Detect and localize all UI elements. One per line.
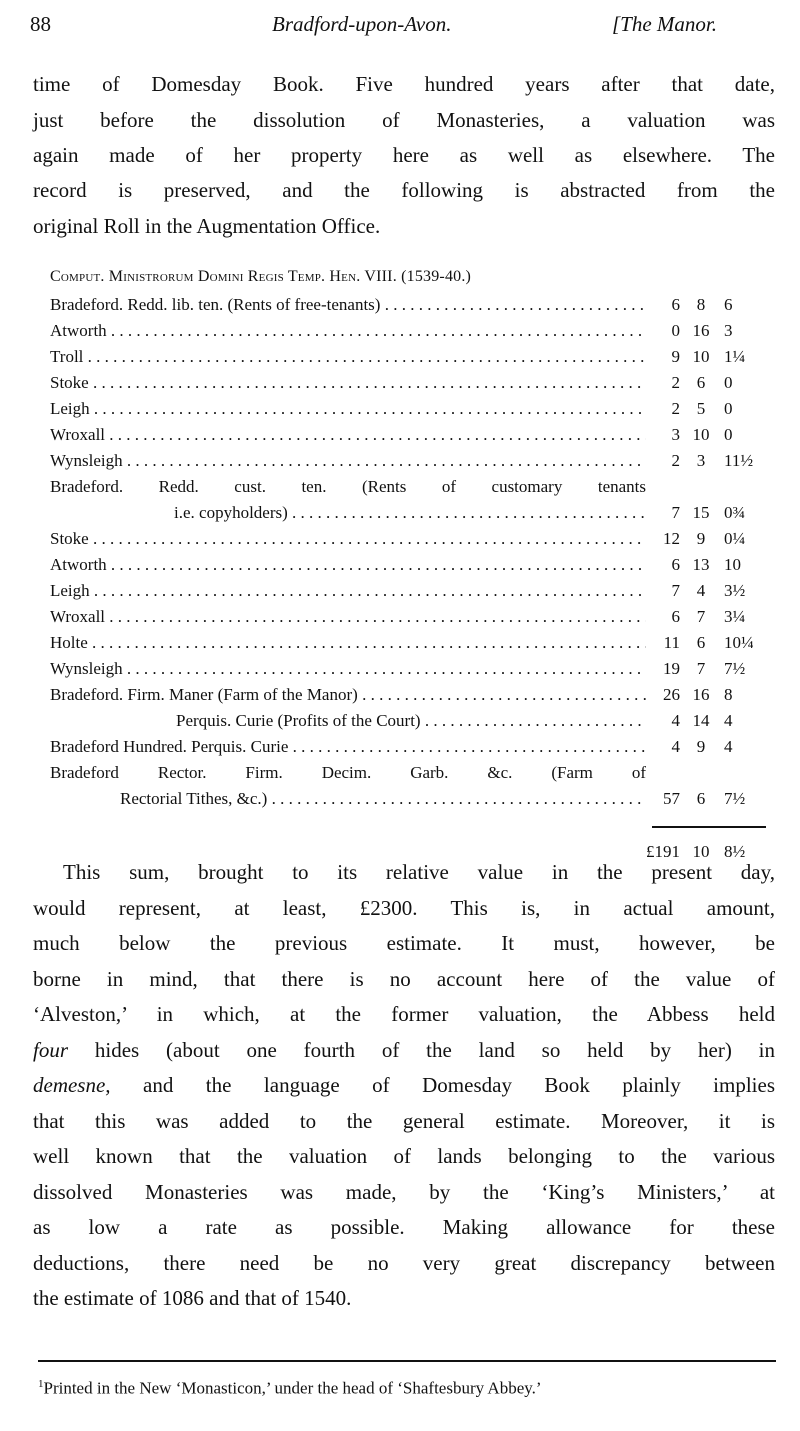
row-label: Troll . . . <box>50 344 646 370</box>
pounds-value: 2 <box>671 373 680 392</box>
shillings-value: 9 <box>696 529 706 548</box>
table-row <box>50 344 770 370</box>
text-line: the estimate of 1086 and that of 1540. <box>33 1286 352 1310</box>
pence-value: 0¼ <box>724 529 746 548</box>
pounds-value: 9 <box>671 347 680 366</box>
pounds-value: 12 <box>663 529 680 548</box>
pence-value: 4 <box>724 737 733 756</box>
row-label: Bradeford Rector. Firm. Decim. Garb. &c. (Farm of <box>50 763 646 782</box>
row-label: Wroxall . . . <box>50 604 646 630</box>
text-line: would represent, at least, £2300. This is, in actual amount, <box>33 896 775 920</box>
running-title: Bradford-upon-Avon. <box>272 12 452 36</box>
row-label: Wynsleigh . . . <box>50 448 646 474</box>
row-label: Perquis. Curie (Profits of the Court) . . . <box>176 708 646 734</box>
pounds-value: 6 <box>671 295 680 314</box>
pounds-value: 7 <box>671 581 680 600</box>
row-label: Bradeford. Redd. cust. ten. (Rents of customary tenants <box>50 477 646 496</box>
row-label: Leigh . . . <box>50 396 646 422</box>
pence-value: 11½ <box>724 451 754 470</box>
table-row <box>50 734 770 760</box>
footnote-marker: 1 <box>38 1378 44 1390</box>
pence-value: 0 <box>724 373 733 392</box>
table-row <box>50 760 770 786</box>
table-row <box>50 396 770 422</box>
text: and the language of Domesday Book plainly implies <box>110 1073 775 1097</box>
table-heading: Comput. Ministrorum Domini Regis Temp. Hen. VIII. (1539-40.) <box>50 268 472 285</box>
pence-value: 6 <box>724 295 733 314</box>
row-label: Bradeford Hundred. Perquis. Curie . . . <box>50 734 646 760</box>
table-row <box>50 370 770 396</box>
table-row <box>50 500 770 526</box>
pence-value: 0¾ <box>724 503 746 522</box>
pence-value: 7½ <box>724 659 746 678</box>
pounds-value: 3 <box>671 425 680 444</box>
row-label: Holte . . . <box>50 630 646 656</box>
pence-value: 0 <box>724 425 733 444</box>
pounds-value: 0 <box>671 321 680 340</box>
shillings-value: 4 <box>696 581 706 600</box>
row-label: Rectorial Tithes, &c.) . . . <box>120 786 646 812</box>
table-row <box>50 708 770 734</box>
table-row <box>50 448 770 474</box>
emphasis: demesne, <box>33 1073 111 1097</box>
footnote-rule <box>38 1360 776 1362</box>
pounds-value: 19 <box>663 659 680 678</box>
text: hides (about one fourth of the land so held by her) in <box>68 1038 775 1062</box>
row-label: Atworth . . . <box>50 318 646 344</box>
pence-value: 7½ <box>724 789 746 808</box>
pounds-value: 57 <box>663 789 680 808</box>
row-label: Stoke . . . <box>50 370 646 396</box>
shillings-value: 5 <box>696 399 706 418</box>
text-line: original Roll in the Augmentation Office. <box>33 214 381 238</box>
text-line: record is preserved, and the following is abstracted from the <box>33 178 775 202</box>
table-row <box>50 786 770 812</box>
pence-value: 1¼ <box>724 347 746 366</box>
row-label: Wroxall . . . <box>50 422 646 448</box>
table-row <box>50 552 770 578</box>
shillings-value: 6 <box>696 373 706 392</box>
shillings-value: 16 <box>692 685 710 704</box>
table-row <box>50 318 770 344</box>
row-label: Wynsleigh . . . <box>50 656 646 682</box>
row-label: i.e. copyholders) . . . <box>174 500 646 526</box>
pounds-value: 11 <box>663 633 680 652</box>
pounds-value: 4 <box>671 737 680 756</box>
text-line <box>33 1068 775 1103</box>
table-row <box>50 630 770 656</box>
table-row <box>50 422 770 448</box>
row-label: Bradeford. Firm. Maner (Farm of the Manor) . . . <box>50 682 646 708</box>
row-label: Leigh . . . <box>50 578 646 604</box>
text-line: as low a rate as possible. Making allowance for these <box>33 1215 775 1239</box>
pounds-value: 4 <box>671 711 680 730</box>
pence-value: 3¼ <box>724 607 746 626</box>
row-label: Atworth . . . <box>50 552 646 578</box>
text-line: again made of her property here as well as elsewhere. The <box>33 143 775 167</box>
text-line: much below the previous estimate. It must, however, be <box>33 931 775 955</box>
shillings-value: 7 <box>696 607 706 626</box>
shillings-value: 16 <box>692 321 710 340</box>
shillings-value: 10 <box>692 347 710 366</box>
table-row <box>50 682 770 708</box>
footnote <box>38 1378 542 1399</box>
text-line: well known that the valuation of lands belonging to the various <box>33 1144 775 1168</box>
text-line: dissolved Monasteries was made, by the ‘King’s Ministers,’ at <box>33 1180 775 1204</box>
shillings-value: 3 <box>696 451 706 470</box>
total-shillings: 10 <box>692 842 710 861</box>
pounds-value: 26 <box>663 685 680 704</box>
table-row <box>50 656 770 682</box>
pence-value: 0 <box>724 399 733 418</box>
pence-value: 10 <box>724 555 741 574</box>
sum-rule <box>652 826 766 828</box>
table-row <box>50 526 770 552</box>
pounds-value: 6 <box>671 555 680 574</box>
pence-value: 3½ <box>724 581 746 600</box>
total-pence: 8½ <box>724 842 746 861</box>
table-row <box>50 474 770 500</box>
shillings-value: 10 <box>692 425 710 444</box>
text-line: borne in mind, that there is no account here of the value of <box>33 967 775 991</box>
shillings-value: 13 <box>692 555 710 574</box>
pence-value: 3 <box>724 321 733 340</box>
pence-value: 10¼ <box>724 633 754 652</box>
shillings-value: 8 <box>696 295 706 314</box>
pounds-value: 2 <box>671 399 680 418</box>
row-label: Stoke . . . <box>50 526 646 552</box>
table-row <box>50 604 770 630</box>
pounds-value: 7 <box>671 503 680 522</box>
row-label: Bradeford. Redd. lib. ten. (Rents of free-tenants) . . . <box>50 292 646 318</box>
shillings-value: 15 <box>692 503 710 522</box>
table-row <box>50 578 770 604</box>
text-line: time of Domesday Book. Five hundred years after that date, <box>33 72 775 96</box>
text-line <box>33 1033 775 1068</box>
shillings-value: 7 <box>696 659 706 678</box>
shillings-value: 14 <box>692 711 710 730</box>
shillings-value: 6 <box>696 633 706 652</box>
emphasis: four <box>33 1038 69 1062</box>
text-line: that this was added to the general estimate. Moreover, it is <box>33 1109 775 1133</box>
page-number: 88 <box>30 12 51 36</box>
pence-value: 4 <box>724 711 733 730</box>
pounds-value: 6 <box>671 607 680 626</box>
text-line: ‘Alveston,’ in which, at the former valuation, the Abbess held <box>33 1002 775 1026</box>
shillings-value: 6 <box>696 789 706 808</box>
footnote-text: Printed in the New ‘Monasticon,’ under the head of ‘Shaftesbury Abbey.’ <box>43 1378 542 1398</box>
total-pounds: £191 <box>646 842 680 861</box>
pounds-value: 2 <box>671 451 680 470</box>
shillings-value: 9 <box>696 737 706 756</box>
table-row <box>50 292 770 318</box>
text-line: just before the dissolution of Monasteries, a valuation was <box>33 108 775 132</box>
text-line: deductions, there need be no very great discrepancy between <box>33 1251 775 1275</box>
pence-value: 8 <box>724 685 733 704</box>
text-line: This sum, brought to its relative value in the present day, <box>63 860 775 884</box>
running-section: [The Manor. <box>612 12 718 36</box>
valuation-table <box>50 262 770 812</box>
